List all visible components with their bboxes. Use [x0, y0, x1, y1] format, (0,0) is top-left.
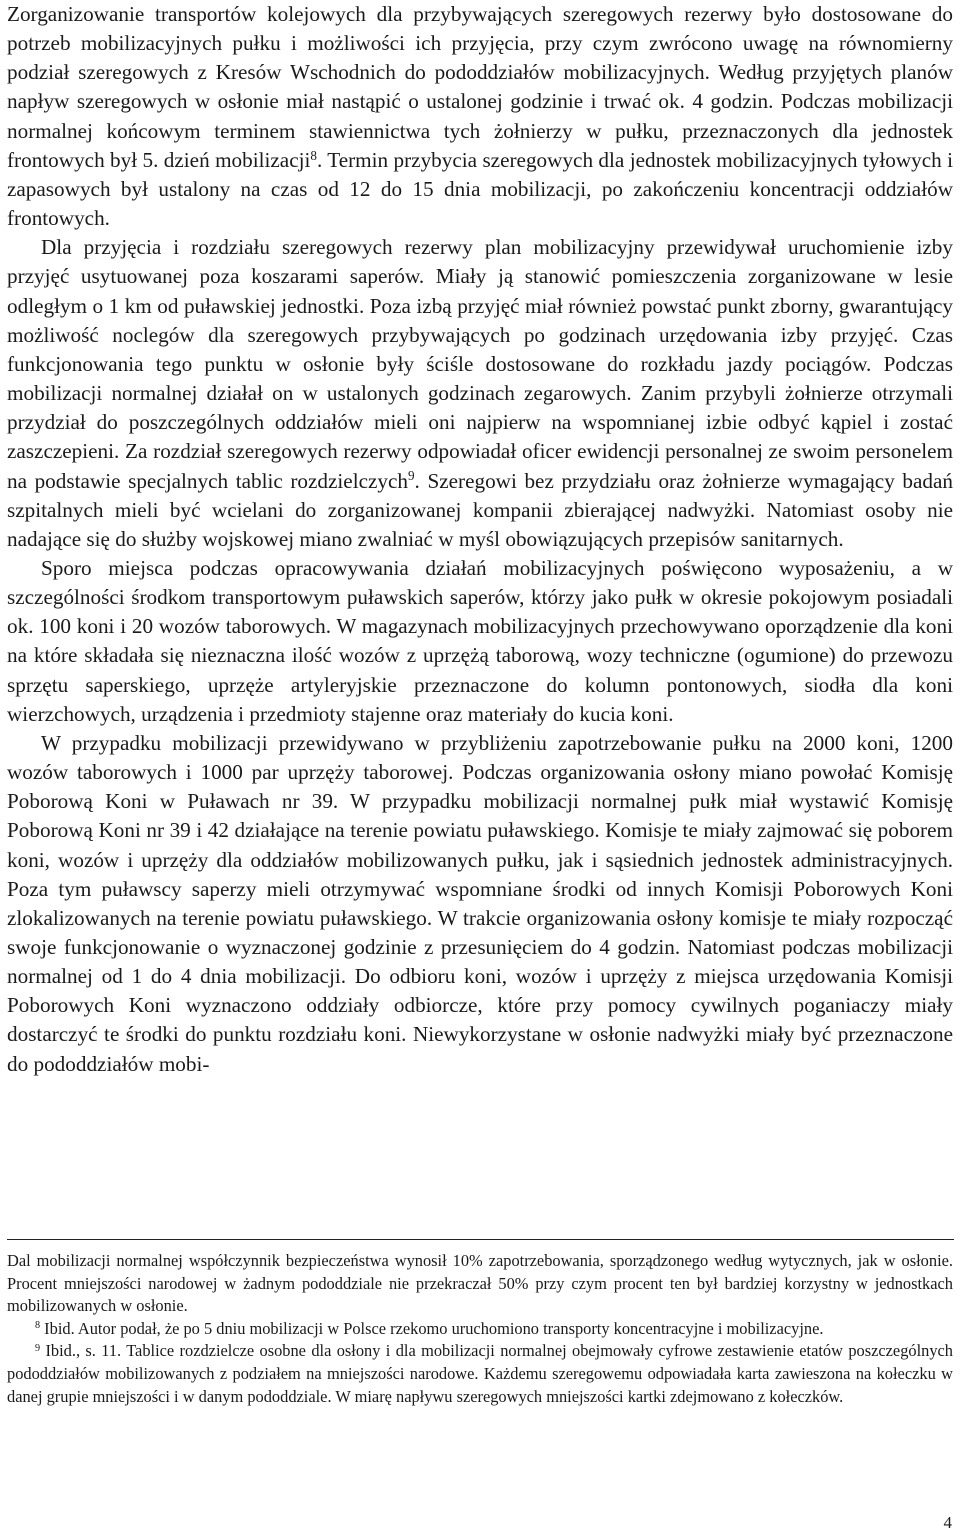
paragraph-2-text-b: . Szeregowi bez przydziału oraz żołnierze wymagający badań szpitalnych mieli być wcielani do zorganizowanej kompanii zbierającej nadwyżki. Natomiast osoby nie nadające się do służby wojskowej miano zwalniać w myśl obowiązujących przepisów sanitarnych. [7, 468, 953, 551]
footnote-8-marker: 8 [35, 1320, 41, 1332]
page [7, 0, 953, 1079]
paragraph-3 [7, 554, 953, 729]
paragraph-4-text-a: W przypadku mobilizacji przewidywano w przybliżeniu zapotrzebowanie pułku na 2000 koni, 1200 wozów taborowych i 1000 par uprzęży taborowej. Podczas organizowania osłony miano powołać Komisję Poborową Koni w Puławach nr 39. W przypadku mobilizacji normalnej pułk miał wystawić Komisję Poborową Koni nr 39 i 42 działające na terenie powiatu puławskiego. Komisje te miały zajmować się poborem koni, wozów i uprzęży dla oddziałów mobilizowanych pułku, jak i sąsiednich jednostek administracyjnych. Poza tym puławscy saperzy mieli otrzymywać wspomniane środki od innych Komisji Poborowych Koni zlokalizowanych na terenie powiatu puławskiego. W trakcie organizowania osłony komisje te miały rozpocząć swoje funkcjonowanie o wyznaczonej godzinie z przesunięciem do 4 godzin. Natomiast podczas mobilizacji normalnej od 1 do 4 dnia mobilizacji. Do odbioru koni, wozów i uprzęży z miejsca urzędowania Komisji Poborowych Koni wyznaczono oddziały odbiorcze, które przy pomocy cywilnych poganiaczy miały dostarczyć te środki do punktu rozdziału koni. Niewykorzystane w osłonie nadwyżki miały być przeznaczone do pododdziałów mobi- [7, 730, 953, 1076]
footnotes [7, 1250, 953, 1408]
paragraph-3-text-a: Sporo miejsca podczas opracowywania działań mobilizacyjnych poświęcono wyposażeniu, a w szczególności środkom transportowym puławskich saperów, którzy jako pułk w okresie pokojowym posiadali ok. 100 koni i 20 wozów taborowych. W magazynach mobilizacyjnych przechowywano oporządzenie dla koni na które składała się nieznaczna ilość wozów z uprzężą taborową, wozy techniczne (ogumione) do przewozu sprzętu saperskiego, uprzęże artyleryjskie przeznaczone do kolumn pontonowych, siodła dla koni wierzchowych, urządzenia i przedmioty stajenne oraz materiały do kucia koni. [7, 555, 953, 726]
main-text [7, 0, 953, 1079]
paragraph-1-text-b: . Termin przybycia szeregowych dla jednostek mobilizacyjnych tyłowych i zapasowych był ustalony na czas od 12 do 15 dnia mobilizacji, po zakończeniu koncentracji oddziałów frontowych. [7, 147, 953, 231]
page-number: 4 [943, 1513, 952, 1532]
footnote-ref-9[interactable]: 9 [407, 468, 415, 484]
paragraph-1-text-a: Zorganizowanie transportów kolejowych dla przybywających szeregowych rezerwy było dostosowane do potrzeb mobilizacyjnych pułku i możliwości ich przyjęcia, przy czym zwrócono uwagę na równomierny podział szeregowych z Kresów Wschodnich do pododdziałów mobilizacyjnych. Według przyjętych planów napływ szeregowych w osłonie miał nastąpić o ustalonej godzinie i trwać ok. 4 godzin. Podczas mobilizacji normalnej końcowym terminem stawiennictwa tych żołnierzy w pułku, przeznaczonych dla jednostek frontowych był 5. dzień mobilizacji [7, 2, 953, 172]
paragraph-2 [7, 233, 953, 554]
paragraph-4 [7, 729, 953, 1079]
paragraph-1 [7, 0, 953, 233]
footnote-9 [7, 1340, 953, 1408]
footnote-9-text: Ibid., s. 11. Tablice rozdzielcze osobne dla osłony i dla mobilizacji normalnej obejmowały cyfrowe zestawienie etatów poszczególnych pododdziałów mobilizowanych z podziałem na mniejszości narodowe. Każdemu szeregowemu odpowiadała karta zawieszona na kołeczku w danej grupie mniejszości i w danym pododdziale. W miarę napływu szeregowych mniejszości kartki zdejmowano z kołeczków. [7, 1341, 953, 1406]
footnote-separator [7, 1239, 954, 1240]
paragraph-2-text-a: Dla przyjęcia i rozdziału szeregowych rezerwy plan mobilizacyjny przewidywał uruchomienie izby przyjęć usytuowanej poza koszarami saperów. Miały ją stanowić pomieszczenia zorganizowane w lesie odległym o 1 km od puławskiej jednostki. Poza izbą przyjęć miał również powstać punkt zborny, gwarantujący możliwość noclegów dla szeregowych przybywających po godzinach urzędowania izby przyjęć. Czas funkcjonowania tego punktu w osłonie były ściśle dostosowane do rozkładu jazdy pociągów. Podczas mobilizacji normalnej działał on w ustalonych godzinach zegarowych. Zanim przybyli żołnierze otrzymali przydział do poszczególnych oddziałów mieli oni najpierw na wspomnianej izbie odbyć kąpiel i zostać zaszczepieni. Za rozdział szeregowych rezerwy odpowiadał oficer ewidencji personalnej ze swoim personelem na podstawie specjalnych tablic rozdzielczych [7, 235, 953, 493]
footnote-9-marker: 9 [35, 1342, 41, 1354]
footnote-continued: Dal mobilizacji normalnej współczynnik bezpieczeństwa wynosił 10% zapotrzebowania, sporządzonego według wytycznych, jak w osłonie. Procent mniejszości narodowej w żadnym pododdziale nie przekraczał 50% przy czym procent ten był bardziej korzystny w jednostkach mobilizowanych w osłonie. [7, 1251, 953, 1316]
footnote-ref-8[interactable]: 8 [310, 147, 317, 163]
footnote-8 [7, 1318, 953, 1341]
footnote-8-text: Ibid. Autor podał, że po 5 dniu mobilizacji w Polsce rzekomo uruchomiono transporty koncentracyjne i mobilizacyjne. [40, 1318, 824, 1338]
